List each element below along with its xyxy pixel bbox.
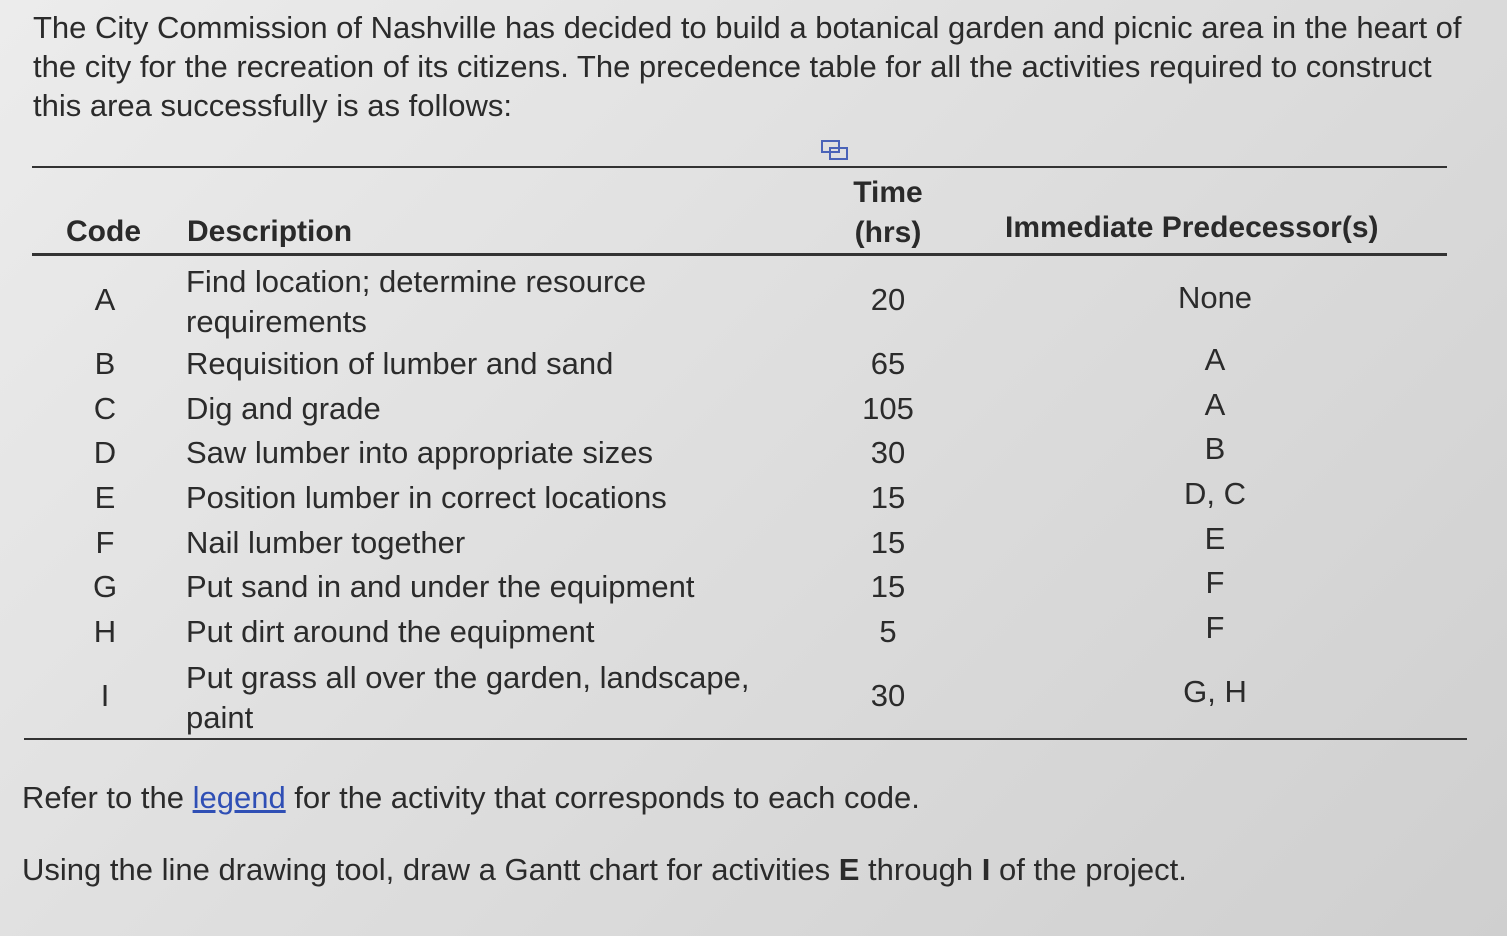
header-code: Code [66, 215, 141, 248]
row-description: Find location; determine resource requirements [186, 264, 647, 339]
row-time: 30 [870, 678, 906, 713]
row-code: I [100, 678, 110, 713]
header-description: Description [187, 215, 353, 248]
row-time: 65 [870, 346, 906, 381]
instruction-after: of the project. [990, 852, 1187, 887]
row-predecessors: F [1205, 565, 1225, 600]
row-description: Saw lumber into appropriate sizes [186, 435, 653, 470]
header-time-line1: Time [853, 176, 923, 209]
row-code: F [95, 525, 115, 560]
row-time: 30 [870, 435, 906, 470]
table-header-rule [32, 253, 1447, 256]
row-predecessors: E [1204, 521, 1226, 556]
row-predecessors: F [1205, 610, 1225, 645]
copy-table-icon[interactable] [820, 138, 850, 162]
row-time: 15 [870, 569, 906, 604]
row-code: G [92, 569, 118, 604]
row-code: B [94, 346, 116, 381]
legend-note [22, 779, 920, 817]
row-time: 5 [879, 614, 897, 649]
legend-link[interactable]: legend [192, 780, 286, 815]
header-time [848, 173, 928, 253]
row-predecessors: G, H [1183, 674, 1247, 709]
row-predecessors: D, C [1184, 476, 1246, 511]
legend-note-before: Refer to the [22, 780, 193, 815]
row-description: Put dirt around the equipment [186, 614, 595, 649]
row-predecessors: A [1204, 342, 1226, 377]
row-description: Put grass all over the garden, landscape, paint [186, 660, 750, 735]
row-time: 15 [870, 480, 906, 515]
row-code: C [93, 391, 117, 426]
instruction-before: Using the line drawing tool, draw a Gantt chart for activities [22, 852, 839, 887]
table-top-rule [32, 166, 1447, 168]
row-predecessors: A [1204, 387, 1226, 422]
row-code: H [93, 614, 117, 649]
row-description: Put sand in and under the equipment [186, 569, 695, 604]
header-predecessors: Immediate Predecessor(s) [1005, 211, 1379, 244]
row-time: 15 [870, 525, 906, 560]
intro-paragraph: The City Commission of Nashville has decided to build a botanical garden and picnic area in the heart of the city for the recreation of its citizens. The precedence table for all the activities required to construct this area successfully is as follows: [33, 10, 1462, 123]
instruction-bold-e: E [838, 852, 860, 887]
instruction-bold-i: I [981, 852, 991, 887]
table-bottom-rule [24, 738, 1467, 740]
row-predecessors: None [1177, 280, 1253, 315]
instruction-note [22, 851, 1187, 889]
row-code: D [93, 435, 117, 470]
row-description: Position lumber in correct locations [186, 480, 667, 515]
row-time: 20 [870, 282, 906, 317]
row-description: Requisition of lumber and sand [186, 346, 614, 381]
row-description: Nail lumber together [186, 525, 466, 560]
row-predecessors: B [1204, 431, 1226, 466]
row-code: A [94, 282, 116, 317]
row-code: E [94, 480, 116, 515]
instruction-middle: through [859, 852, 982, 887]
header-time-line2: (hrs) [854, 216, 922, 249]
legend-note-after: for the activity that corresponds to each code. [285, 780, 920, 815]
row-description: Dig and grade [186, 391, 381, 426]
row-time: 105 [862, 391, 914, 426]
